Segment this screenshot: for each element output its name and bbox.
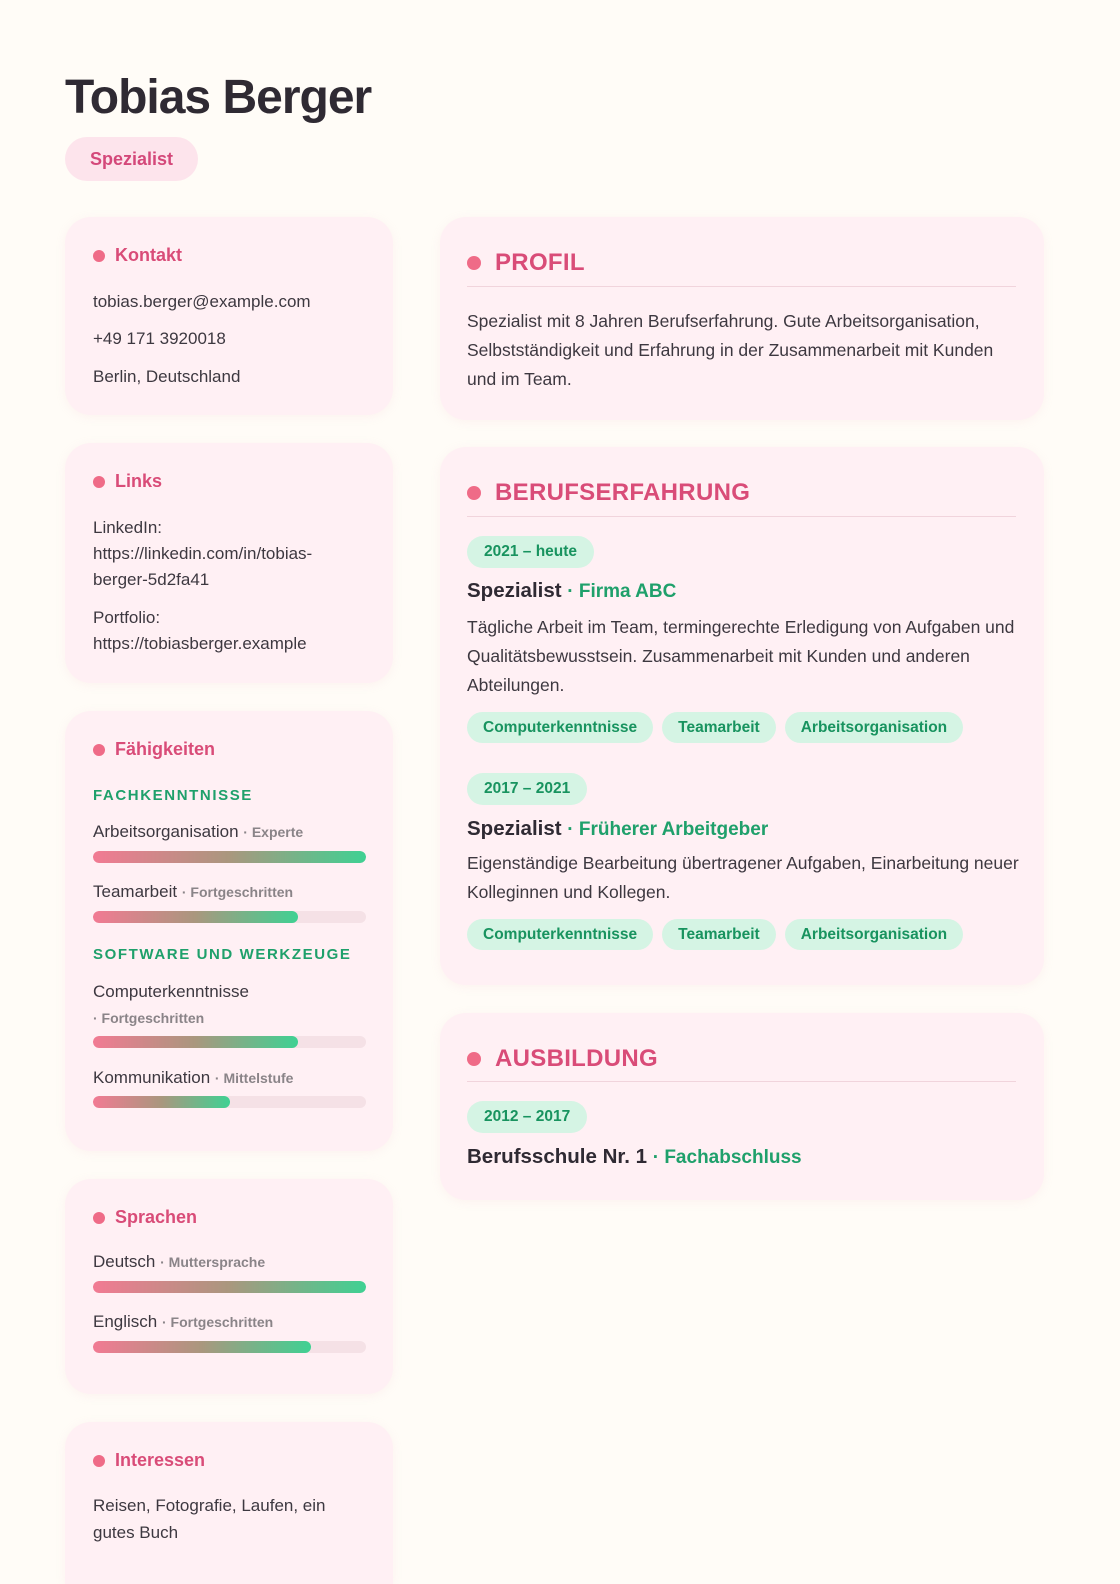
school-name: Berufsschule Nr. 1 xyxy=(467,1145,648,1168)
language-bar-fill xyxy=(93,1341,311,1353)
profile-card xyxy=(440,217,1044,420)
language-level: · Muttersprache xyxy=(160,1254,266,1270)
links-heading xyxy=(93,471,162,492)
job-heading xyxy=(467,579,676,603)
degree-name: · Fachabschluss xyxy=(652,1147,802,1168)
section-divider xyxy=(467,516,1016,517)
job-title: Spezialist xyxy=(467,817,562,840)
skill-group-title: FACHKENNTNISSE xyxy=(93,787,253,804)
experience-heading xyxy=(467,479,750,507)
bullet-dot-icon xyxy=(467,486,481,500)
skill-item xyxy=(93,979,366,1031)
contact-card xyxy=(65,217,393,415)
skill-group-title: SOFTWARE UND WERKZEUGE xyxy=(93,946,352,963)
bullet-dot-icon xyxy=(93,1212,105,1224)
interests-line2: gutes Buch xyxy=(93,1523,179,1542)
section-divider xyxy=(467,1081,1016,1082)
skill-item xyxy=(93,819,303,845)
education-title: AUSBILDUNG xyxy=(495,1045,658,1072)
skill-level: · Fortgeschritten xyxy=(181,884,294,900)
skill-tag: Teamarbeit xyxy=(662,919,776,950)
languages-card xyxy=(65,1179,393,1394)
skill-item xyxy=(93,1065,293,1091)
contact-heading xyxy=(93,245,182,266)
skill-bar-fill xyxy=(93,1036,298,1048)
language-name: Englisch xyxy=(93,1312,158,1331)
bullet-dot-icon xyxy=(467,1052,481,1066)
skill-name: Computerkenntnisse xyxy=(93,982,249,1001)
skill-bar-fill xyxy=(93,851,366,863)
contact-title: Kontakt xyxy=(115,245,182,265)
bullet-dot-icon xyxy=(93,744,105,756)
profile-heading xyxy=(467,249,585,277)
languages-heading xyxy=(93,1207,197,1228)
skills-heading xyxy=(93,739,215,760)
profile-summary: Spezialist mit 8 Jahren Berufserfahrung. Gute Arbeitsorganisation, Selbstständigkeit und Erfahrung in der Zusammenarbeit mit Kunden und im Team. xyxy=(467,311,994,389)
job-tags xyxy=(467,919,963,950)
languages-title: Sprachen xyxy=(115,1207,198,1227)
bullet-dot-icon xyxy=(93,250,105,262)
contact-email[interactable]: tobias.berger@example.com xyxy=(93,292,311,311)
job-heading xyxy=(467,817,768,841)
contact-location: Berlin, Deutschland xyxy=(93,367,241,386)
skill-tag: Computerkenntnisse xyxy=(467,919,653,950)
language-name: Deutsch xyxy=(93,1252,156,1271)
skill-level: · Mittelstufe xyxy=(214,1070,294,1086)
skill-bar-track xyxy=(93,911,366,923)
interests-line1: Reisen, Fotografie, Laufen, ein xyxy=(93,1496,326,1515)
skills-title: Fähigkeiten xyxy=(115,739,216,759)
bullet-dot-icon xyxy=(467,256,481,270)
skill-bar-fill xyxy=(93,1096,230,1108)
job-company: · Firma ABC xyxy=(567,581,677,602)
skill-bar-track xyxy=(93,851,366,863)
skill-item xyxy=(93,879,293,905)
section-divider xyxy=(467,286,1016,287)
candidate-name: Tobias Berger xyxy=(65,71,372,124)
role-badge: Spezialist xyxy=(65,137,198,181)
links-title: Links xyxy=(115,471,163,491)
education-heading-line xyxy=(467,1145,802,1169)
skill-bar-track xyxy=(93,1096,366,1108)
language-item xyxy=(93,1309,273,1335)
skill-level: · Experte xyxy=(243,824,304,840)
job-tags xyxy=(467,712,963,743)
skill-name: Arbeitsorganisation xyxy=(93,822,239,841)
linkedin-label: LinkedIn: xyxy=(93,518,162,537)
job-company: · Früherer Arbeitgeber xyxy=(567,819,769,840)
skill-tag: Arbeitsorganisation xyxy=(785,712,963,743)
interests-card xyxy=(65,1422,393,1584)
job-description: Tägliche Arbeit im Team, termingerechte Erledigung von Aufgaben und Qualitätsbewusstsein. Zusammenarbeit mit Kunden und anderen Abteilungen. xyxy=(467,617,1015,695)
links-card xyxy=(65,443,393,683)
linkedin-url-line2[interactable]: berger-5d2fa41 xyxy=(93,570,210,589)
education-heading xyxy=(467,1045,658,1073)
experience-title: BERUFSERFAHRUNG xyxy=(495,479,751,506)
language-bar-track xyxy=(93,1341,366,1353)
skill-bar-track xyxy=(93,1036,366,1048)
skill-bar-fill xyxy=(93,911,298,923)
skills-card xyxy=(65,711,393,1151)
skill-tag: Arbeitsorganisation xyxy=(785,919,963,950)
job-description: Eigenständige Bearbeitung übertragener Aufgaben, Einarbeitung neuer Kolleginnen und Kollegen. xyxy=(467,853,1019,902)
job-title: Spezialist xyxy=(467,579,562,602)
experience-card xyxy=(440,447,1044,985)
contact-phone[interactable]: +49 171 3920018 xyxy=(93,329,226,348)
language-bar-track xyxy=(93,1281,366,1293)
bullet-dot-icon xyxy=(93,1455,105,1467)
language-level: · Fortgeschritten xyxy=(162,1314,274,1330)
bullet-dot-icon xyxy=(93,476,105,488)
education-date-badge: 2012 – 2017 xyxy=(467,1101,587,1133)
skill-name: Kommunikation xyxy=(93,1068,211,1087)
skill-tag: Teamarbeit xyxy=(662,712,776,743)
skill-level: · Fortgeschritten xyxy=(93,1010,205,1026)
job-date-badge: 2017 – 2021 xyxy=(467,773,587,805)
education-card xyxy=(440,1013,1044,1200)
linkedin-url-line1[interactable]: https://linkedin.com/in/tobias- xyxy=(93,544,313,563)
language-item xyxy=(93,1249,265,1275)
profile-title: PROFIL xyxy=(495,249,585,276)
portfolio-url[interactable]: https://tobiasberger.example xyxy=(93,634,307,653)
skill-tag: Computerkenntnisse xyxy=(467,712,653,743)
portfolio-label: Portfolio: xyxy=(93,608,161,627)
interests-title: Interessen xyxy=(115,1450,206,1470)
interests-heading xyxy=(93,1450,205,1471)
job-date-badge: 2021 – heute xyxy=(467,536,594,568)
language-bar-fill xyxy=(93,1281,366,1293)
skill-name: Teamarbeit xyxy=(93,882,178,901)
